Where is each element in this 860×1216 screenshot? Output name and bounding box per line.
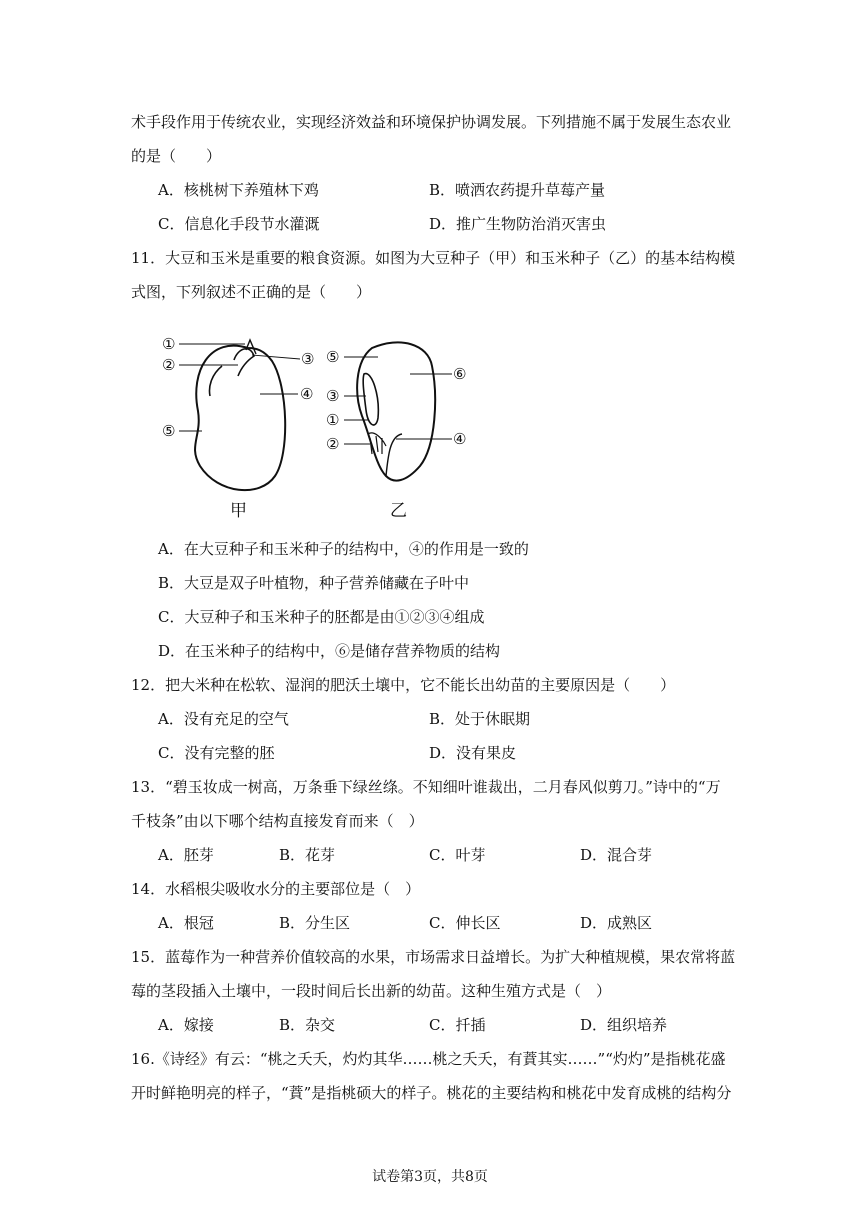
q14-option-a: A．根冠 [158,914,214,932]
q10-option-c: C．信息化手段节水灌溉 [158,215,320,233]
q11-option-c: C．大豆种子和玉米种子的胚都是由①②③④组成 [158,608,485,626]
q12-option-b: B．处于休眠期 [429,710,531,728]
q10-option-b: B．喷洒农药提升草莓产量 [429,181,606,199]
q15-option-d: D．组织培养 [580,1016,668,1034]
q14-stem: 14．水稻根尖吸收水分的主要部位是（ ） [131,880,421,898]
jia-label-3: ③ [301,350,315,368]
yi-label-3: ③ [326,387,340,405]
q13-option-b: B．花芽 [279,846,336,864]
q11-option-a: A．在大豆种子和玉米种子的结构中，④的作用是一致的 [158,540,529,558]
yi-label-4: ④ [453,430,467,448]
q12-option-c: C．没有完整的胚 [158,744,275,762]
jia-caption: 甲 [230,501,247,521]
q15-stem-line-1: 15．蓝莓作为一种营养价值较高的水果，市场需求日益增长。为扩大种植规模，果农常将蓝 [131,948,736,966]
q16-stem-line-2: 开时鲜艳明亮的样子，“蕡”是指桃硕大的样子。桃花的主要结构和桃花中发育成桃的结构分 [131,1084,732,1102]
q13-stem-line-1: 13．“碧玉妆成一树高，万条垂下绿丝绦。不知细叶谁裁出，二月春风似剪刀。”诗中的“万 [131,778,721,796]
q14-option-b: B．分生区 [279,914,351,932]
q13-option-d: D．混合芽 [580,846,653,864]
q15-option-a: A．嫁接 [158,1016,214,1034]
jia-label-2: ② [162,356,176,374]
q15-stem-line-2: 莓的茎段插入土壤中，一段时间后长出新的幼苗。这种生殖方式是（ ） [131,982,612,1000]
yi-label-5: ⑤ [326,348,340,366]
q14-option-d: D．成熟区 [580,914,653,932]
q16-stem-line-1: 16.《诗经》有云：“桃之夭夭，灼灼其华……桃之夭夭，有蕡其实……”“灼灼”是指桃花盛 [131,1050,726,1068]
corn-seed-diagram [357,342,435,480]
q11-option-b: B．大豆是双子叶植物，种子营养储藏在子叶中 [158,574,470,592]
q13-option-c: C．叶芽 [429,846,486,864]
jia-label-4: ④ [300,385,314,403]
q11-stem-line-2: 式图，下列叙述不正确的是（ ） [131,283,372,301]
yi-label-1: ① [326,411,340,429]
q13-stem-line-2: 千枝条”由以下哪个结构直接发育而来（ ） [131,812,424,830]
yi-label-2: ② [326,435,340,453]
jia-label-5: ⑤ [162,422,176,440]
q10-option-d: D．推广生物防治消灭害虫 [429,215,607,233]
q10-option-a: A．核桃树下养殖林下鸡 [158,181,319,199]
q13-option-a: A．胚芽 [158,846,214,864]
q15-option-b: B．杂交 [279,1016,336,1034]
q10-stem-line-1: 术手段作用于传统农业，实现经济效益和环境保护协调发展。下列措施不属于发展生态农业 [131,113,732,131]
jia-label-1: ① [162,335,176,353]
seed-structure-figure [150,326,480,526]
q15-option-c: C．扦插 [429,1016,486,1034]
q10-stem-line-2: 的是（ ） [131,147,222,165]
yi-caption: 乙 [390,501,407,521]
q12-option-d: D．没有果皮 [429,744,517,762]
q11-option-d: D．在玉米种子的结构中，⑥是储存营养物质的结构 [158,642,501,660]
q11-stem-line-1: 11．大豆和玉米是重要的粮食资源。如图为大豆种子（甲）和玉米种子（乙）的基本结构模 [131,249,736,267]
q12-option-a: A．没有充足的空气 [158,710,289,728]
page-footer: 试卷第3页，共8页 [372,1169,488,1185]
q14-option-c: C．伸长区 [429,914,501,932]
q12-stem: 12．把大米种在松软、湿润的肥沃土壤中，它不能长出幼苗的主要原因是（ ） [131,676,676,694]
yi-label-6: ⑥ [453,365,467,383]
soybean-seed-diagram [195,340,285,490]
